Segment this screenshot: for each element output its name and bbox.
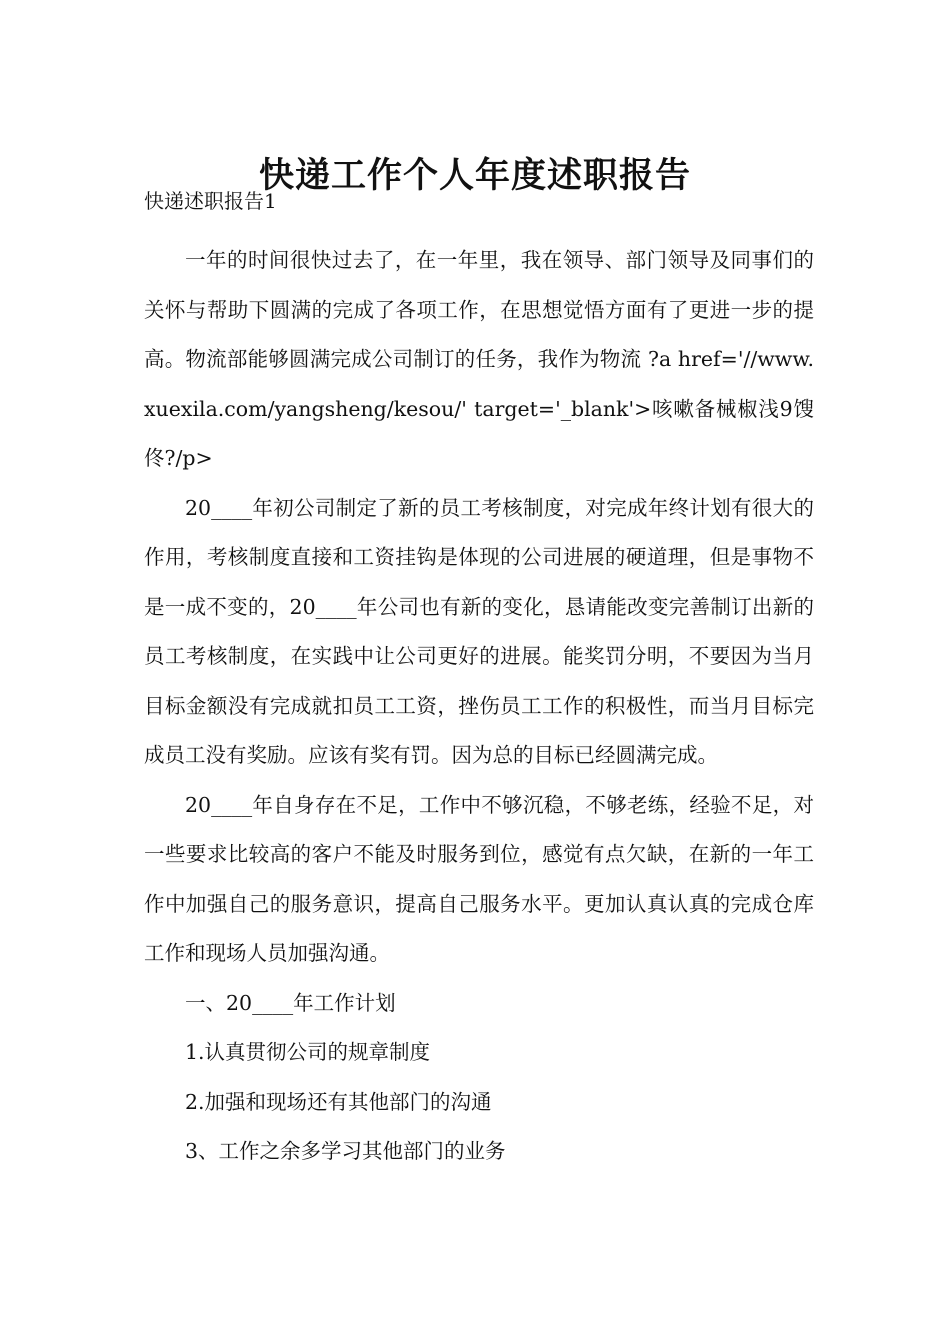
document-title: 快递工作个人年度述职报告 [258, 155, 691, 197]
paragraph-intro: 一年的时间很快过去了，在一年里，我在领导、部门领导及同事们的关怀与帮助下圆满的完成了各项工作，在思想觉悟方面有了更进一步的提高。物流部能够圆满完成公司制订的任务，我作为物流 ?a href='//www.xuexila.com/yangsheng/kesou/' target='_blank'>咳嗽备械椒浅9馊佟?/p> [144, 248, 814, 470]
paragraph-assessment: 20____年初公司制定了新的员工考核制度，对完成年终计划有很大的作用，考核制度直接和工资挂钩是体现的公司进展的硬道理，但是事物不是一成不变的，20____年公司也有新的变化，恳请能改变完善制订出新的员工考核制度，在实践中让公司更好的进展。能奖罚分明，不要因为当月目标金额没有完成就扣员工工资，挫伤员工工作的积极性，而当月目标完成员工没有奖励。应该有奖有罚。因为总的目标已经圆满完成。 [144, 495, 814, 767]
plan-item: 2.加强和现场还有其他部门的沟通 [185, 1089, 492, 1114]
section-subtitle: 快递述职报告1 [144, 189, 277, 213]
plan-heading: 一、20____年工作计划 [185, 990, 396, 1015]
plan-item: 3、工作之余多学习其他部门的业务 [185, 1139, 506, 1163]
paragraph-shortcomings: 20____年自身存在不足，工作中不够沉稳，不够老练，经验不足，对一些要求比较高的客户不能及时服务到位，感觉有点欠缺，在新的一年工作中加强自己的服务意识，提高自己服务水平。更加认真认真的完成仓库工作和现场人员加强沟通。 [144, 792, 814, 965]
document-body [144, 236, 814, 1177]
plan-item: 1.认真贯彻公司的规章制度 [185, 1040, 431, 1064]
